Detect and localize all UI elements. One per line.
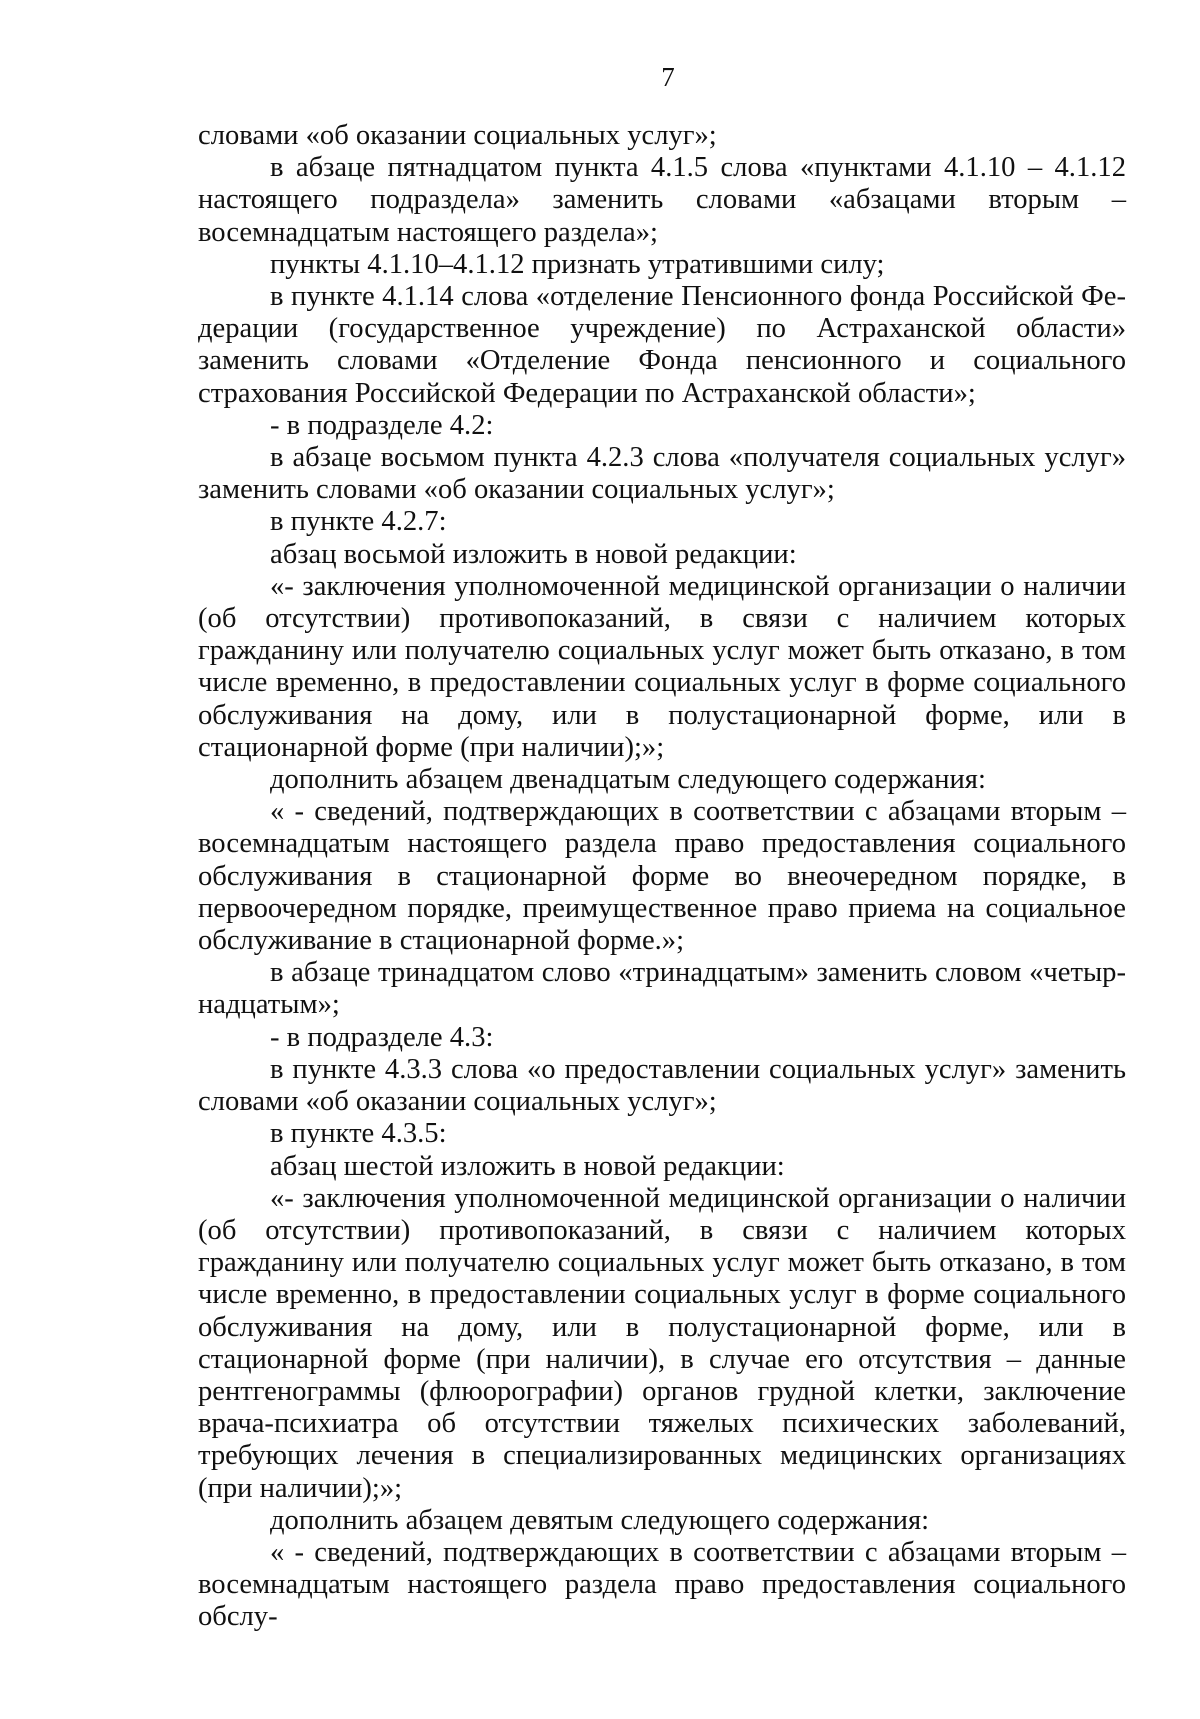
paragraph: в пункте 4.2.7: (270, 506, 447, 538)
paragraph: дополнить абзацем двенадцатым следующего содержания: (270, 764, 986, 796)
paragraph: - в подразделе 4.3: (270, 1021, 494, 1053)
paragraph: пункты 4.1.10–4.1.12 признать утратившими силу; (270, 248, 885, 280)
document-body (198, 120, 1126, 1634)
paragraph: в абзаце пятнадцатом пункта 4.1.5 слова «пунктами 4.1.10 – 4.1.12 настоящего подраздела» заменить словами «абзацами вторым – восемнадцатым настоящего раздела»; (198, 152, 1126, 248)
paragraph: «- заключения уполномоченной медицинской организации о наличии (об отсутствии) противопоказаний, в связи с наличием которых гражданину или получателю социальных услуг может быть отказано, в том числе временно, в предоставлении социальных услуг в форме социального обслуживания на дому, или в полустационарной форме, или в стационарной форме (при наличии), в случае его отсутствия – данные рентгенограммы (флюорографии) органов грудной клетки, заключение врача-психиатра об отсутствии тяжелых психических заболеваний, требующих лечения в специализированных медицинских организациях (при наличии);»; (198, 1182, 1126, 1504)
paragraph: в пункте 4.1.14 слова «отделение Пенсионного фонда Российской Федерации (государственное учреждение) по Астраханской области» заменить словами «Отделение Фонда пенсионного и социального страхования Российской Федерации по Астраханской области»; (198, 281, 1126, 409)
paragraph: словами «об оказании социальных услуг»; (198, 120, 717, 151)
paragraph: в пункте 4.3.3 слова «о предоставлении социальных услуг» заменить словами «об оказании социальных услуг»; (198, 1053, 1126, 1118)
paragraph: « - сведений, подтверждающих в соответствии с абзацами вторым – восемнадцатым настоящего раздела право предоставления социального обслу- (198, 1536, 1126, 1633)
paragraph: абзац шестой изложить в новой редакции: (270, 1150, 785, 1182)
paragraph: в абзаце восьмом пункта 4.2.3 слова «получателя социальных услуг» заменить словами «об оказании социальных услуг»; (198, 442, 1126, 506)
paragraph: « - сведений, подтверждающих в соответствии с абзацами вторым – восемнадцатым настоящего раздела право предоставления социального обслуживания в стационарной форме во внеочередном порядке, в первоочередном порядке, преимущественное право приема на социальное обслуживание в стационарной форме.»; (198, 796, 1126, 957)
paragraph: в пункте 4.3.5: (270, 1118, 447, 1150)
paragraph: в абзаце тринадцатом слово «тринадцатым» заменить словом «четырнадцатым»; (198, 957, 1126, 1021)
paragraph: абзац восьмой изложить в новой редакции: (270, 538, 797, 570)
paragraph: дополнить абзацем девятым следующего содержания: (270, 1504, 930, 1536)
page-number: 7 (661, 62, 675, 92)
paragraph: «- заключения уполномоченной медицинской организации о наличии (об отсутствии) противопоказаний, в связи с наличием которых гражданину или получателю социальных услуг может быть отказано, в том числе временно, в предоставлении социальных услуг в форме социального обслуживания на дому, или в полустационарной форме, или в стационарной форме (при наличии);»; (198, 570, 1126, 763)
paragraph: - в подразделе 4.2: (270, 409, 494, 441)
